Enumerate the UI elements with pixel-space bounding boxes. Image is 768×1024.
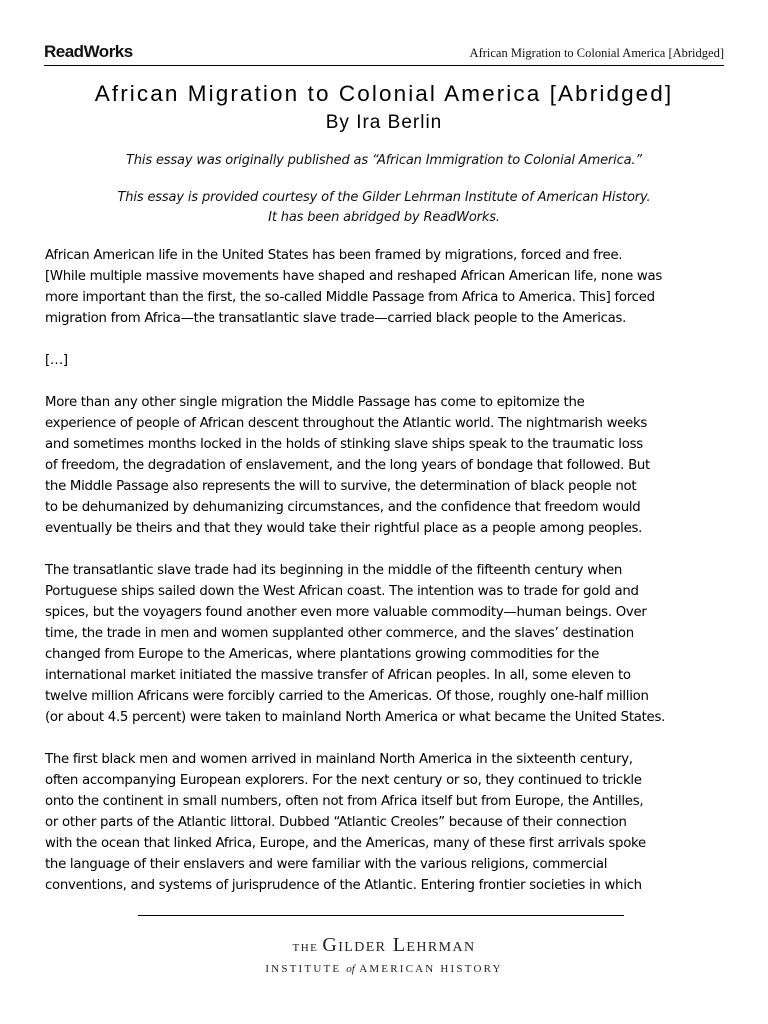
- courtesy-note-line: It has been abridged by ReadWorks.: [268, 210, 500, 225]
- paragraph-line: time, the trade in men and women supplanted other commerce, and the slaves’ destination: [45, 626, 634, 641]
- paragraph-line: (or about 4.5 percent) were taken to mainland North America or what became the United States.: [45, 710, 666, 725]
- document-author: By Ira Berlin: [325, 112, 443, 133]
- paragraph-line: twelve million Africans were forcibly carried to the Americas. Of those, roughly one-half million: [45, 689, 649, 704]
- logo-name-line: [0, 934, 768, 959]
- paragraph-line: […]: [45, 353, 68, 368]
- essay-paragraph: [45, 749, 735, 896]
- logo-american-history: AMERICAN HISTORY: [359, 963, 503, 975]
- paragraph-line: and sometimes months locked in the holds of stinking slave ships speak to the traumatic loss: [45, 437, 643, 452]
- paragraph-line: with the ocean that linked Africa, Europe, and the Americas, many of these first arrivals spoke: [45, 836, 646, 851]
- paragraph-line: international market initiated the massive transfer of African peoples. In all, some eleven to: [45, 668, 631, 683]
- paragraph-line: conventions, and systems of jurisprudence of the Atlantic. Entering frontier societies in which: [45, 878, 642, 893]
- paragraph-line: more important than the first, the so-called Middle Passage from Africa to America. This] forced: [45, 290, 655, 305]
- paragraph-line: spices, but the voyagers found another even more valuable commodity—human beings. Over: [45, 605, 647, 620]
- page-header: [44, 42, 724, 66]
- essay-body: [45, 245, 735, 917]
- running-title: African Migration to Colonial America [Abridged]: [469, 46, 724, 60]
- courtesy-note: [0, 188, 768, 228]
- paragraph-line: The transatlantic slave trade had its beginning in the middle of the fifteenth century when: [45, 563, 623, 578]
- logo-name: Gilder Lehrman: [322, 934, 476, 956]
- essay-paragraph: [45, 245, 735, 329]
- paragraph-line: [While multiple massive movements have shaped and reshaped African American life, none was: [45, 269, 663, 284]
- logo-of: of: [346, 963, 355, 975]
- paragraph-line: African American life in the United States has been framed by migrations, forced and free.: [45, 248, 623, 263]
- gilder-lehrman-logo: [0, 934, 768, 977]
- essay-paragraph: [45, 560, 735, 728]
- logo-institute: INSTITUTE: [265, 963, 342, 975]
- paragraph-line: More than any other single migration the Middle Passage has come to epitomize the: [45, 395, 585, 410]
- document-title: African Migration to Colonial America [Abridged]: [94, 81, 674, 106]
- essay-paragraph: [45, 350, 735, 371]
- paragraph-line: the Middle Passage also represents the will to survive, the determination of black people not: [45, 479, 637, 494]
- paragraph-line: experience of people of African descent throughout the Atlantic world. The nightmarish weeks: [45, 416, 648, 431]
- paragraph-line: onto the continent in small numbers, often not from Africa itself but from Europe, the Antilles,: [45, 794, 644, 809]
- paragraph-line: often accompanying European explorers. For the next century or so, they continued to trickle: [45, 773, 642, 788]
- logo-the: THE: [292, 942, 319, 954]
- header-divider: [44, 65, 724, 66]
- footer-divider: [138, 915, 624, 916]
- logo-institute-line: [0, 961, 768, 977]
- paragraph-line: or other parts of the Atlantic littoral. Dubbed “Atlantic Creoles” because of their connection: [45, 815, 627, 830]
- paragraph-line: the language of their enslavers and were familiar with the various religions, commercial: [45, 857, 608, 872]
- courtesy-note-line: This essay is provided courtesy of the Gilder Lehrman Institute of American History.: [117, 190, 651, 205]
- paragraph-line: Portuguese ships sailed down the West African coast. The intention was to trade for gold and: [45, 584, 639, 599]
- paragraph-line: changed from Europe to the Americas, where plantations growing commodities for the: [45, 647, 600, 662]
- paragraph-line: migration from Africa—the transatlantic slave trade—carried black people to the Americas.: [45, 311, 627, 326]
- publication-note: [0, 151, 768, 171]
- publication-note-text: This essay was originally published as “African Immigration to Colonial America.”: [126, 153, 642, 168]
- paragraph-line: to be dehumanized by dehumanizing circumstances, and the confidence that freedom would: [45, 500, 641, 515]
- readworks-logo: ReadWorks: [44, 42, 133, 61]
- paragraph-line: eventually be theirs and that they would take their rightful place as a people among peoples.: [45, 521, 643, 536]
- paragraph-line: of freedom, the degradation of enslavement, and the long years of bondage that followed. But: [45, 458, 650, 473]
- essay-paragraph: [45, 392, 735, 539]
- paragraph-line: The first black men and women arrived in mainland North America in the sixteenth century,: [45, 752, 633, 767]
